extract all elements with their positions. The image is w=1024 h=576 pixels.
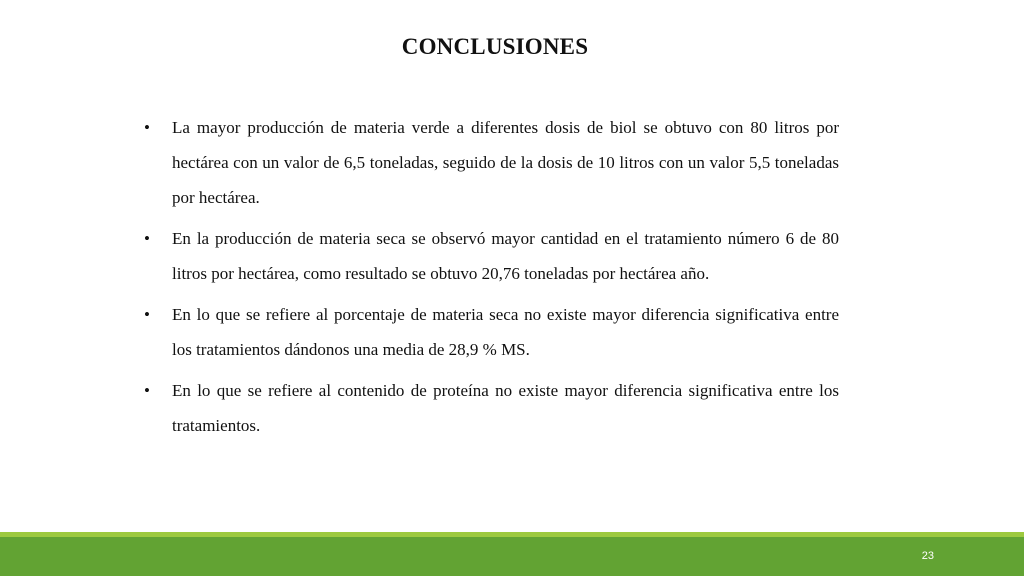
page-number: 23 — [921, 550, 934, 562]
footer-bar — [0, 532, 1024, 576]
bullet-text: En la producción de materia seca se observó mayor cantidad en el tratamiento número 6 de 80 litros por hectárea, como resultado se obtuvo 20,76 toneladas por hectárea año. — [172, 229, 839, 283]
slide-title: CONCLUSIONES — [401, 34, 589, 59]
list-item — [142, 110, 839, 215]
bullet-text: En lo que se refiere al porcentaje de materia seca no existe mayor diferencia significativa entre los tratamientos dándonos una media de 28,9 % MS. — [172, 305, 839, 359]
list-item — [142, 373, 839, 443]
conclusions-list — [142, 110, 839, 449]
bullet-icon: • — [144, 118, 150, 137]
bullet-icon: • — [144, 305, 150, 324]
bullet-text: En lo que se refiere al contenido de proteína no existe mayor diferencia significativa entre los tratamientos. — [172, 381, 839, 435]
footer-band — [0, 537, 1024, 576]
bullet-icon: • — [144, 229, 150, 248]
list-item — [142, 297, 839, 367]
list-item — [142, 221, 839, 291]
bullet-text: La mayor producción de materia verde a diferentes dosis de biol se obtuvo con 80 litros por hectárea con un valor de 6,5 toneladas, seguido de la dosis de 10 litros con un valor 5,5 toneladas por hectárea. — [172, 118, 839, 207]
bullet-icon: • — [144, 381, 150, 400]
